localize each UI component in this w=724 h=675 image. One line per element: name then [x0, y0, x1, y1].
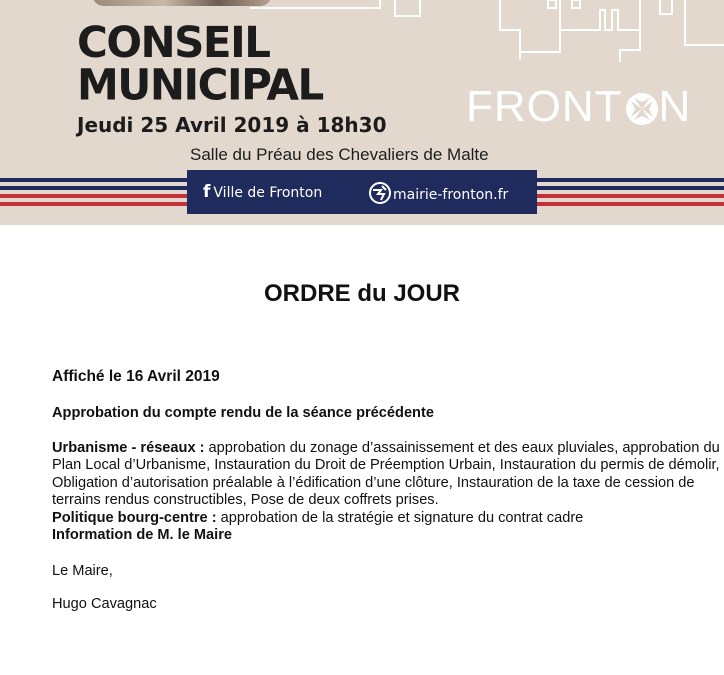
agenda-item-urbanisme-text: approbation du zonage d’assainissement et des eaux pluviales, approbation du Plan Local d’Urbanisme, Instauration du Droit de Préemption Urbain, Instauration du permis de démolir, Obligation d’autorisation préalable à l’édification d’une clôture, Instauration de la taxe de cession de terrains rendus constructibles, Pose de deux coffrets prises.	[52, 439, 720, 508]
meeting-title	[77, 17, 323, 110]
agenda-item-minutes: Approbation du compte rendu de la séance précédente	[52, 405, 434, 421]
town-name: FRONT	[466, 82, 623, 131]
agenda-item-urbanisme	[52, 440, 720, 510]
meeting-place: Salle du Préau des Chevaliers de Malte	[190, 145, 489, 164]
title-line-1: CONSEIL	[77, 17, 270, 68]
agenda-content	[52, 368, 720, 614]
agenda-item-bourg-centre	[52, 510, 720, 528]
title-line-2: MUNICIPAL	[77, 59, 323, 110]
header-banner	[0, 0, 724, 225]
agenda-item-urbanisme-label: Urbanisme - réseaux :	[52, 439, 205, 456]
social-links-box	[187, 170, 537, 214]
agenda-item-information: Information de M. le Maire	[52, 527, 233, 543]
town-logo	[466, 82, 691, 132]
globe-icon	[369, 182, 391, 204]
agenda-item-bourg-centre-text: approbation de la stratégie et signature du contrat cadre	[216, 509, 584, 526]
posting-date: Affiché le 16 Avril 2019	[52, 368, 220, 385]
signature-name: Hugo Cavagnac	[52, 596, 157, 612]
facebook-link[interactable]	[203, 182, 322, 202]
town-name-end: N	[658, 82, 692, 131]
signature-role: Le Maire,	[52, 562, 113, 579]
maltese-cross-icon	[625, 92, 659, 126]
agenda-heading: ORDRE du JOUR	[263, 280, 460, 307]
facebook-icon: f	[203, 182, 211, 202]
facebook-label: Ville de Fronton	[213, 185, 323, 201]
agenda-item-bourg-centre-label: Politique bourg-centre :	[52, 509, 217, 526]
website-link[interactable]	[369, 182, 508, 204]
website-label: mairie-fronton.fr	[393, 187, 509, 203]
meeting-date: Jeudi 25 Avril 2019 à 18h30	[77, 113, 387, 137]
